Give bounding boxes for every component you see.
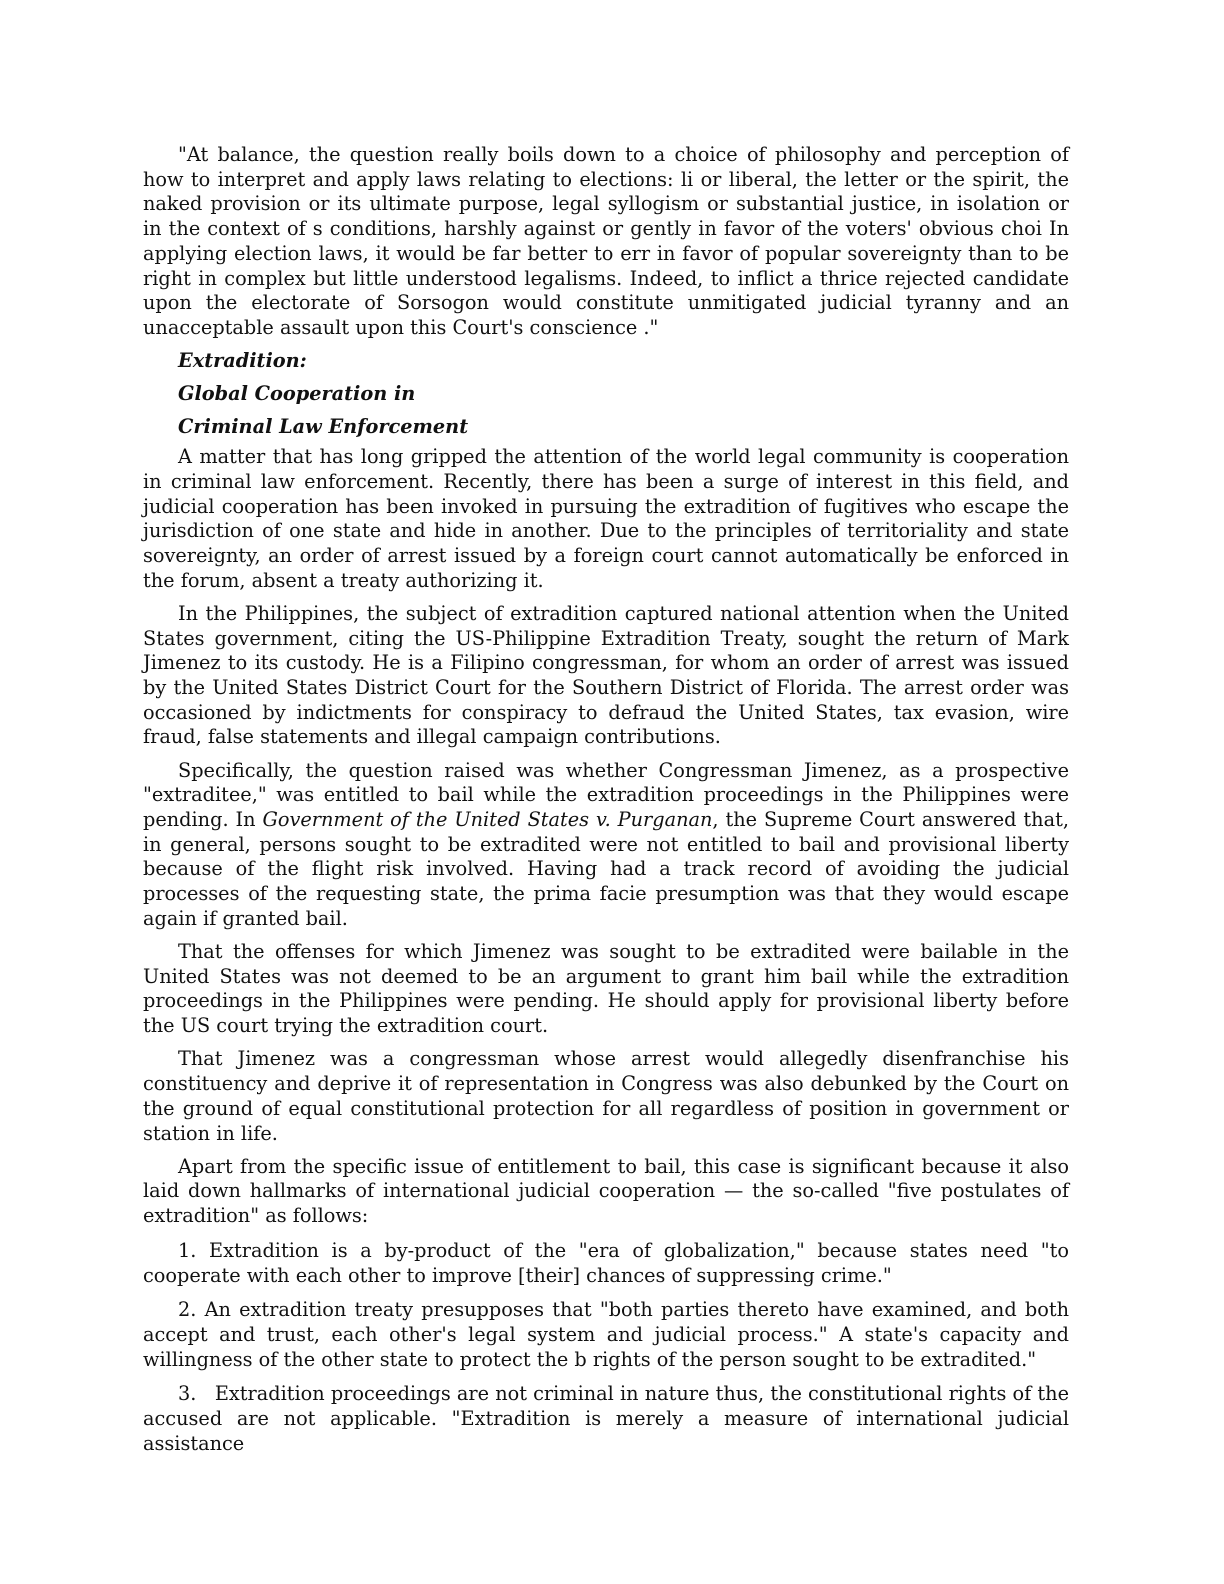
postulate-item: 1. Extradition is a by-product of the "era of globalization," because states need "to cooperate with each other to improve [their] chances of suppressing crime." [143,1238,1069,1287]
section-heading-line-1: Extradition: [178,349,307,373]
body-paragraph-bail-question [143,759,1069,932]
section-heading-line-2: Global Cooperation in [178,381,416,405]
body-paragraph-cooperation: A matter that has long gripped the attention of the world legal community is cooperation in criminal law enforcement. Recently, there has been a surge of interest in this field, and judicial cooperation has been invoked in pursuing the extradition of fugitives who escape the jurisdiction of one state and hide in another. Due to the principles of territoriality and state sovereignty, an order of arrest issued by a foreign court cannot automatically be enforced in the forum, absent a treaty authorizing it. [143,445,1069,592]
postulate-item: 2. An extradition treaty presupposes that "both parties thereto have examined, and both accept and trust, each other's legal system and judicial process." A state's capacity and willingness of the other state to protect the b rights of the person sought to be extradited." [143,1298,1069,1371]
bail-question-text-before: Specifically, the question raised was whether Congressman Jimenez, as a prospective "extraditee," was entitled to bail while the extradition proceedings in the Philippines were pending. In [143,758,1069,832]
body-paragraph-congressman: That Jimenez was a congressman whose arrest would allegedly disenfranchise his constituency and deprive it of representation in Congress was also debunked by the Court on the ground of equal constitutional protection for all regardless of position in government or station in life. [143,1047,1069,1145]
quote-paragraph: "At balance, the question really boils down to a choice of philosophy and perception of how to interpret and apply laws relating to elections: li or liberal, the letter or the spirit, the naked provision or its ultimate purpose, legal syllogism or substantial justice, in isolation or in the context of s conditions, harshly against or gently in favor of the voters' obvious choi In applying election laws, it would be far better to err in favor of popular sovereignty than to be right in complex but little understood legalisms. Indeed, to inflict a thrice rejected candidate upon the electorate of Sorsogon would constitute unmitigated judicial tyranny and an unacceptable assault upon this Court's conscience ." [143,143,1069,339]
section-heading-line-3: Criminal Law Enforcement [178,414,469,438]
body-paragraph-bailable-offenses: That the offenses for which Jimenez was sought to be extradited were bailable in the United States was not deemed to be an argument to grant him bail while the extradition proceedings in the Philippines were pending. He should apply for provisional liberty before the US court trying the extradition court. [143,940,1069,1038]
postulate-item: 3. Extradition proceedings are not criminal in nature thus, the constitutional rights of the accused are not applicable. "Extradition is merely a measure of international judicial assistance [143,1382,1069,1455]
body-paragraph-postulates-intro: Apart from the specific issue of entitlement to bail, this case is significant because it also laid down hallmarks of international judicial cooperation — the so-called "five postulates of extradition" as follows: [143,1154,1069,1228]
bail-question-text-after: , the Supreme Court answered that, in general, persons sought to be extradited were not entitled to bail and provisional liberty because of the flight risk involved. Having had a track record of avoiding the judicial processes of the requesting state, the prima facie presumption was that they would escape again if granted bail. [143,808,1069,930]
case-name: Government of the United States v. Purganan [262,808,713,832]
body-paragraph-jimenez: In the Philippines, the subject of extradition captured national attention when the United States government, citing the US-Philippine Extradition Treaty, sought the return of Mark Jimenez to its custody. He is a Filipino congressman, for whom an order of arrest was issued by the United States District Court for the Southern District of Florida. The arrest order was occasioned by indictments for conspiracy to defraud the United States, tax evasion, wire fraud, false statements and illegal campaign contributions. [143,601,1069,749]
document-page [143,143,1069,1466]
